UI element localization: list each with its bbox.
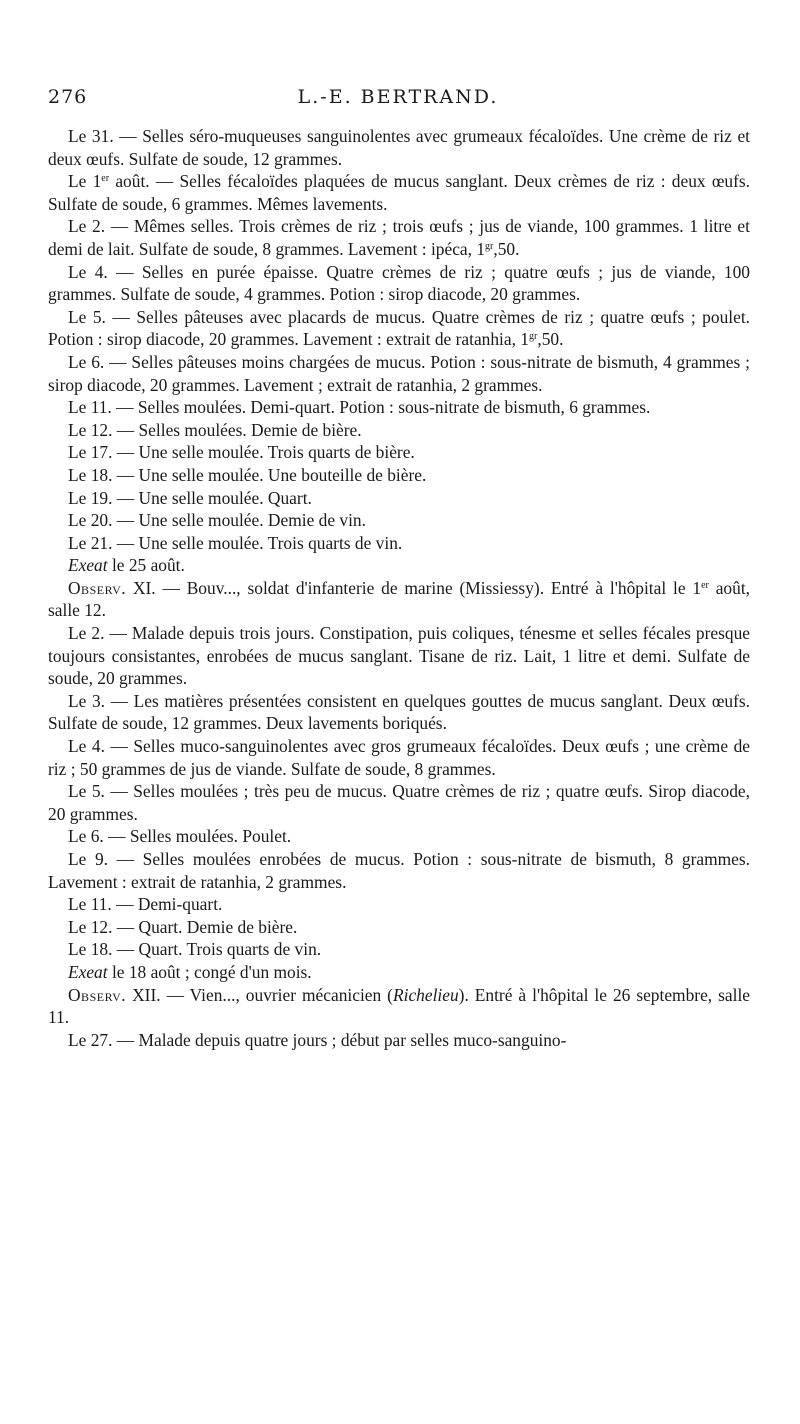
paragraph-text: Le 4. — Selles en purée épaisse. Quatre crèmes de riz ; quatre œufs ; jus de viande, 100 grammes. Sulfate de soude, 4 grammes. Potion : sirop diacode, 20 grammes.	[48, 261, 750, 305]
paragraph	[48, 125, 750, 170]
paragraph-text: Le 12. — Selles moulées. Demie de bière.	[68, 419, 362, 440]
paragraph-text: Le 20. — Une selle moulée. Demie de vin.	[68, 510, 366, 531]
paragraph	[48, 577, 750, 622]
paragraph-text: août. — Selles fécaloïdes plaquées de mucus sanglant. Deux crèmes de riz : deux œufs. Sulfate de soude, 6 grammes. Mêmes lavements.	[48, 171, 750, 214]
paragraph-text: XI. — Bouv..., soldat d'infanterie de marine (Missiessy). Entré à l'hôpital le 1	[126, 577, 702, 598]
paragraph	[48, 735, 750, 780]
paragraph	[48, 938, 750, 961]
paragraph-text: Le 18. — Quart. Trois quarts de vin.	[68, 939, 322, 960]
paragraph	[48, 351, 750, 396]
paragraph-text: ). Entré à l'hôpital le 26 septembre, salle 11.	[48, 984, 750, 1028]
paragraph-text: Le 5. — Selles moulées ; très peu de mucus. Quatre crèmes de riz ; quatre œufs. Sirop diacode, 20 grammes.	[48, 781, 750, 824]
paragraph	[48, 916, 750, 939]
paragraph-text: Le 9. — Selles moulées enrobées de mucus. Potion : sous-nitrate de bismuth, 8 grammes. Lavement : extrait de ratanhia, 2 grammes.	[48, 849, 750, 892]
paragraph-text: Le 17. — Une selle moulée. Trois quarts de bière.	[68, 442, 415, 463]
paragraph-text: août, salle 12.	[48, 577, 750, 621]
paragraph-text: Le 19. — Une selle moulée. Quart.	[68, 487, 312, 508]
paragraph-text: XII. — Vien..., ouvrier mécanicien (	[126, 984, 393, 1005]
paragraph-text: ,50.	[537, 329, 564, 350]
paragraph	[48, 825, 750, 848]
paragraph	[48, 509, 750, 532]
paragraph	[48, 690, 750, 735]
page-header	[48, 86, 748, 114]
paragraph-text: le 18 août ; congé d'un mois.	[107, 961, 312, 982]
page-number: 276	[48, 86, 88, 108]
paragraph	[48, 215, 750, 260]
paragraph	[48, 396, 750, 419]
paragraph-lead: Observ.	[68, 984, 127, 1005]
body-text	[48, 125, 750, 1051]
paragraph-lead: Observ.	[68, 577, 127, 598]
paragraph-text: Le 11. — Selles moulées. Demi-quart. Potion : sous-nitrate de bismuth, 6 grammes.	[68, 397, 651, 418]
superscript: gr	[529, 331, 538, 343]
paragraph-text: Le 3. — Les matières présentées consistent en quelques gouttes de mucus sanglant. Deux œufs. Sulfate de soude, 12 grammes. Deux lavements boriqués.	[48, 690, 750, 734]
paragraph-text: Le 4. — Selles muco-sanguinolentes avec gros grumeaux fécaloïdes. Deux œufs ; une crème de riz ; 50 grammes de jus de viande. Sulfate de soude, 8 grammes.	[48, 736, 750, 779]
paragraph	[48, 532, 750, 555]
paragraph	[48, 893, 750, 916]
paragraph-text: Le 31. — Selles séro-muqueuses sanguinolentes avec grumeaux fécaloïdes. Une crème de riz et deux œufs. Sulfate de soude, 12 grammes.	[48, 126, 750, 169]
paragraph	[48, 554, 750, 577]
paragraph-text: Le 5. — Selles pâteuses avec placards de mucus. Quatre crèmes de riz ; quatre œufs ; poulet. Potion : sirop diacode, 20 grammes. Lavement : extrait de ratanhia, 1	[48, 306, 750, 350]
superscript: er	[101, 173, 110, 185]
paragraph-text: Le 1	[68, 171, 102, 192]
superscript: gr	[485, 240, 494, 252]
paragraph-emphasis: Richelieu	[392, 984, 459, 1005]
paragraph	[48, 1029, 750, 1052]
paragraph-lead: Exeat	[68, 961, 108, 982]
paragraph-text: Le 18. — Une selle moulée. Une bouteille de bière.	[68, 464, 427, 485]
paragraph-text: Le 2. — Mêmes selles. Trois crèmes de riz ; trois œufs ; jus de viande, 100 grammes. 1 litre et demi de lait. Sulfate de soude, 8 grammes. Lavement : ipéca, 1	[48, 216, 750, 259]
paragraph	[48, 622, 750, 690]
paragraph	[48, 464, 750, 487]
paragraph	[48, 780, 750, 825]
paragraph-lead: Exeat	[68, 555, 108, 576]
paragraph-text: Le 21. — Une selle moulée. Trois quarts de vin.	[68, 532, 403, 553]
paragraph	[48, 441, 750, 464]
paragraph-text: Le 12. — Quart. Demie de bière.	[68, 916, 298, 937]
paragraph	[48, 848, 750, 893]
paragraph-text: Le 6. — Selles pâteuses moins chargées de mucus. Potion : sous-nitrate de bismuth, 4 grammes ; sirop diacode, 20 grammes. Lavement ; extrait de ratanhia, 2 grammes.	[48, 351, 750, 395]
paragraph	[48, 419, 750, 442]
superscript: er	[701, 579, 709, 591]
paragraph	[48, 306, 750, 351]
paragraph-text: Le 27. — Malade depuis quatre jours ; début par selles muco-sanguino-	[68, 1029, 567, 1050]
paragraph	[48, 487, 750, 510]
paragraph	[48, 984, 750, 1029]
paragraph	[48, 261, 750, 306]
paragraph	[48, 170, 750, 215]
paragraph-text: Le 2. — Malade depuis trois jours. Constipation, puis coliques, ténesme et selles fécales presque toujours consistantes, enrobées de mucus sanglant. Tisane de riz. Lait, 1 litre et demi. Sulfate de soude, 20 grammes.	[48, 623, 750, 689]
paragraph	[48, 961, 750, 984]
running-head: L.-E. BERTRAND.	[297, 86, 499, 108]
paragraph-text: ,50.	[493, 238, 520, 259]
paragraph-text: Le 6. — Selles moulées. Poulet.	[68, 826, 292, 847]
paragraph-text: Le 11. — Demi-quart.	[68, 894, 223, 915]
paragraph-text: le 25 août.	[107, 555, 185, 576]
